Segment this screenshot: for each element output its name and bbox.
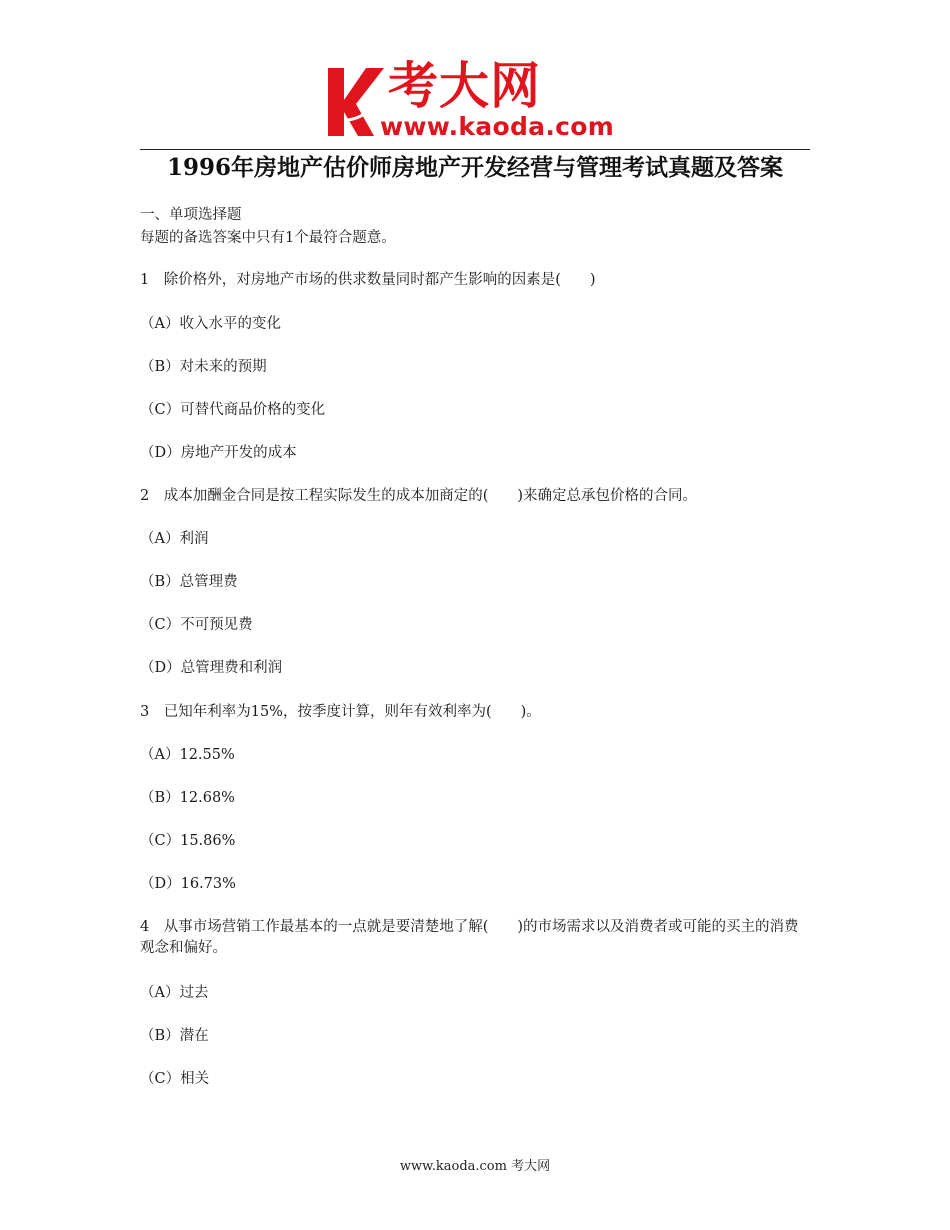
header-rule (140, 149, 810, 150)
answer-option: （D）16.73% (140, 876, 236, 892)
question-stem: 3 已知年利率为15%，按季度计算，则年有效利率为( )。 (140, 704, 541, 720)
instruction-text: 每题的备选答案中只有1个最符合题意。 (140, 230, 396, 246)
kaoda-logo (324, 58, 644, 144)
answer-option: （B）12.68% (140, 790, 235, 806)
question-stem: 1 除价格外，对房地产市场的供求数量同时都产生影响的因素是( ) (140, 272, 596, 288)
section-heading: 一、单项选择题 (140, 207, 242, 223)
answer-option: （A）12.55% (140, 747, 235, 763)
answer-option: （A）过去 (140, 985, 209, 1001)
k-logo-icon (324, 60, 386, 140)
logo-chinese-name: 考大网 (388, 57, 541, 115)
answer-option: （D）总管理费和利润 (140, 660, 283, 676)
question-stem: 2 成本加酬金合同是按工程实际发生的成本加商定的( )来确定总承包价格的合同。 (140, 488, 698, 504)
page-title: 1996年房地产估价师房地产开发经营与管理考试真题及答案 (166, 154, 783, 181)
answer-option: （B）潜在 (140, 1028, 209, 1044)
answer-option: （C）不可预见费 (140, 617, 253, 633)
answer-option: （C）15.86% (140, 833, 236, 849)
logo-url: www.kaoda.com (380, 112, 615, 141)
page-footer: www.kaoda.com 考大网 (399, 1159, 551, 1174)
answer-option: （A）利润 (140, 531, 209, 547)
answer-option: （C）可替代商品价格的变化 (140, 402, 326, 418)
answer-option: （B）对未来的预期 (140, 359, 267, 375)
answer-option: （A）收入水平的变化 (140, 316, 281, 332)
answer-option: （B）总管理费 (140, 574, 238, 590)
question-stem: 4 从事市场营销工作最基本的一点就是要清楚地了解( )的市场需求以及消费者或可能的买主的消费观念和偏好。 (140, 919, 799, 956)
answer-option: （C）相关 (140, 1071, 210, 1087)
answer-option: （D）房地产开发的成本 (140, 445, 297, 461)
